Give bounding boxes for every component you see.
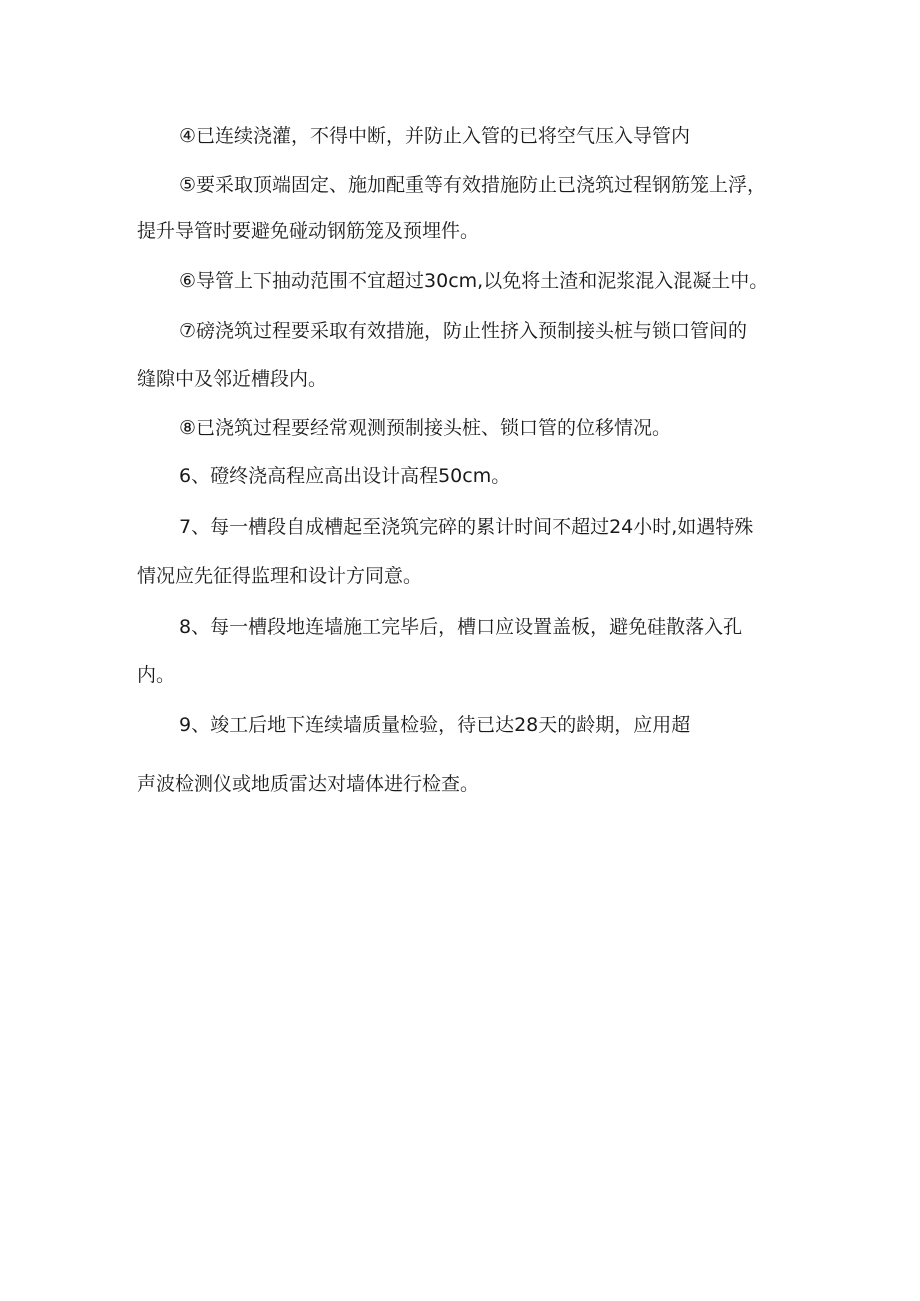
text-line-point-6: 6、磴终浇高程应高出设计高程50cm。 [179, 465, 511, 487]
text-line-point-9: 9、竣工后地下连续墙质量检验，待已达28天的龄期，应用超 [179, 714, 691, 736]
text-line-item-7: ⑦磅浇筑过程要采取有效措施，防止性挤入预制接头桩与锁口管间的 [179, 320, 748, 342]
text-line-point-8-cont: 内。 [137, 664, 176, 686]
text-line-point-8: 8、每一槽段地连墙施工完毕后，槽口应设置盖板，避免硅散落入孔 [179, 616, 743, 638]
text-line-item-7-cont: 缝隙中及邻近槽段内。 [137, 368, 328, 390]
text-line-point-9-cont: 声波检测仪或地质雷达对墙体进行检查。 [137, 773, 480, 795]
text-line-item-5: ⑤要采取顶端固定、施加配重等有效措施防止已浇筑过程钢筋笼上浮， [179, 174, 767, 196]
text-line-item-6: ⑥导管上下抽动范围不宜超过30cm,以免将土渣和泥浆混入混凝土中。 [179, 270, 769, 292]
text-line-item-4: ④已连续浇灌，不得中断，并防止入管的已将空气压入导管内 [179, 125, 691, 147]
text-line-item-8: ⑧已浇筑过程要经常观测预制接头桩、锁口管的位移情况。 [179, 417, 672, 439]
text-line-point-7-cont: 情况应先征得监理和设计方同意。 [137, 565, 423, 587]
text-line-item-5-cont: 提升导管时要避免碰动钢筋笼及预埋件。 [137, 220, 480, 242]
text-line-point-7: 7、每一槽段自成槽起至浇筑完碎的累计时间不超过24小时,如遇特殊 [179, 516, 754, 538]
